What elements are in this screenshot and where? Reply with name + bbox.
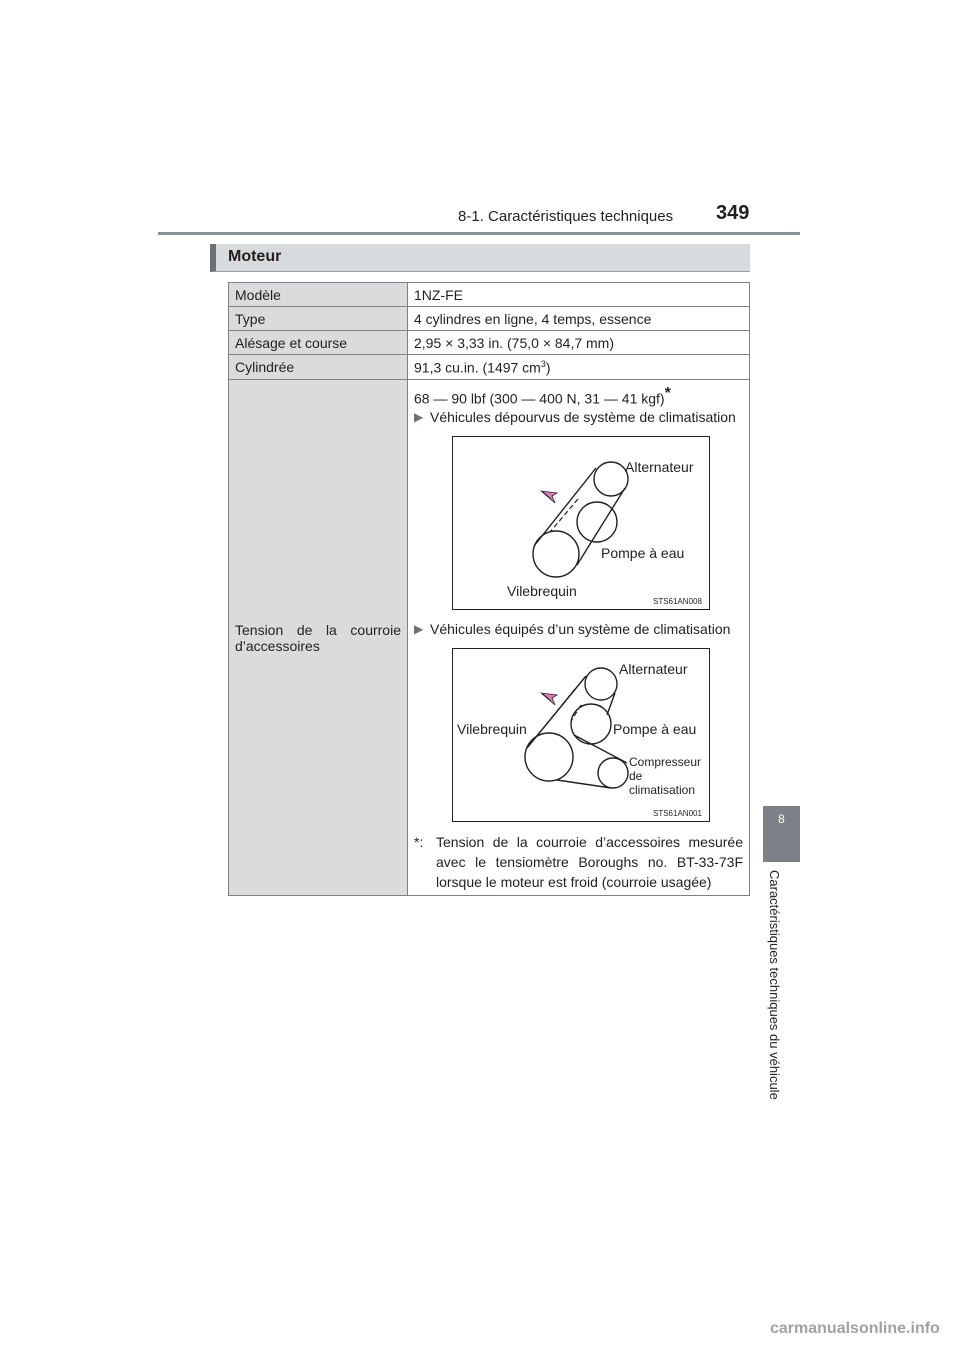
belt-tension-value: [408, 379, 750, 896]
list-item: [414, 620, 743, 638]
section-title-bar: [210, 244, 750, 272]
row-value: [408, 355, 750, 380]
table-row: [229, 331, 750, 355]
section-heading: 8-1. Caractéristiques techniques: [458, 208, 674, 225]
footnote-text: Tension de la courroie d’accessoires mesurée avec le tensiomètre Boroughs no. BT-33-73F lorsque le moteur est froid (courroie usagée): [436, 834, 743, 891]
compressor-label: [629, 755, 701, 797]
case-text: Véhicules équipés d’un système de climatisation: [430, 621, 731, 638]
water-pump-label: Pompe à eau: [601, 545, 685, 562]
row-label: Cylindrée: [229, 355, 408, 380]
row-label: Type: [229, 307, 408, 331]
engine-spec-table: [228, 282, 750, 896]
value-text: ): [545, 359, 551, 376]
compressor-label-line: de: [629, 769, 643, 784]
case-text: Véhicules dépourvus de système de climatisation: [430, 409, 736, 426]
list-item: [414, 408, 743, 426]
belt-diagram-with-ac: [452, 648, 710, 822]
footnote-mark: *: [664, 384, 671, 402]
compressor-label-line: Compresseur: [629, 755, 702, 770]
figure-code: STS61AN001: [653, 809, 702, 819]
alternator-label: Alternateur: [625, 459, 694, 476]
row-label: Alésage et course: [229, 331, 408, 355]
figure-code: STS61AN008: [653, 597, 702, 607]
table-row: [229, 379, 750, 896]
water-pump-label: Pompe à eau: [613, 721, 697, 738]
header-divider: [158, 232, 800, 235]
chapter-tab: [763, 806, 800, 862]
alternator-label: Alternateur: [619, 661, 688, 678]
triangle-bullet-icon: ▶: [414, 410, 424, 425]
watermark: carmanualsonline.info: [770, 1320, 940, 1337]
triangle-bullet-icon: ▶: [414, 622, 424, 637]
belt-tension-spec: [414, 384, 743, 409]
crankshaft-label: Vilebrequin: [457, 721, 527, 738]
belt-diagram-no-ac: [452, 436, 710, 610]
footnote: [414, 832, 743, 892]
section-title: Moteur: [228, 248, 282, 265]
value-text: 91,3 cu.in. (1497 cm: [414, 359, 541, 376]
crankshaft-label: Vilebrequin: [507, 583, 577, 600]
row-value: 1NZ-FE: [408, 283, 750, 307]
row-value: 2,95 × 3,33 in. (75,0 × 84,7 mm): [408, 331, 750, 355]
compressor-label-line: climatisation: [629, 783, 696, 798]
chapter-title: Caractéristiques techniques du véhicule: [767, 870, 782, 1100]
superscript: 3: [540, 359, 546, 369]
row-value: 4 cylindres en ligne, 4 temps, essence: [408, 307, 750, 331]
table-row: [229, 307, 750, 331]
spec-text: 68 — 90 lbf (300 — 400 N, 31 — 41 kgf): [414, 390, 665, 407]
page-number: 349: [716, 202, 750, 224]
table-row: [229, 283, 750, 307]
table-row: [229, 355, 750, 380]
row-label: Modèle: [229, 283, 408, 307]
footnote-mark: *:: [414, 834, 424, 851]
chapter-number: 8: [778, 812, 785, 826]
row-label: Tension de la courroie d’accessoires: [229, 379, 408, 896]
